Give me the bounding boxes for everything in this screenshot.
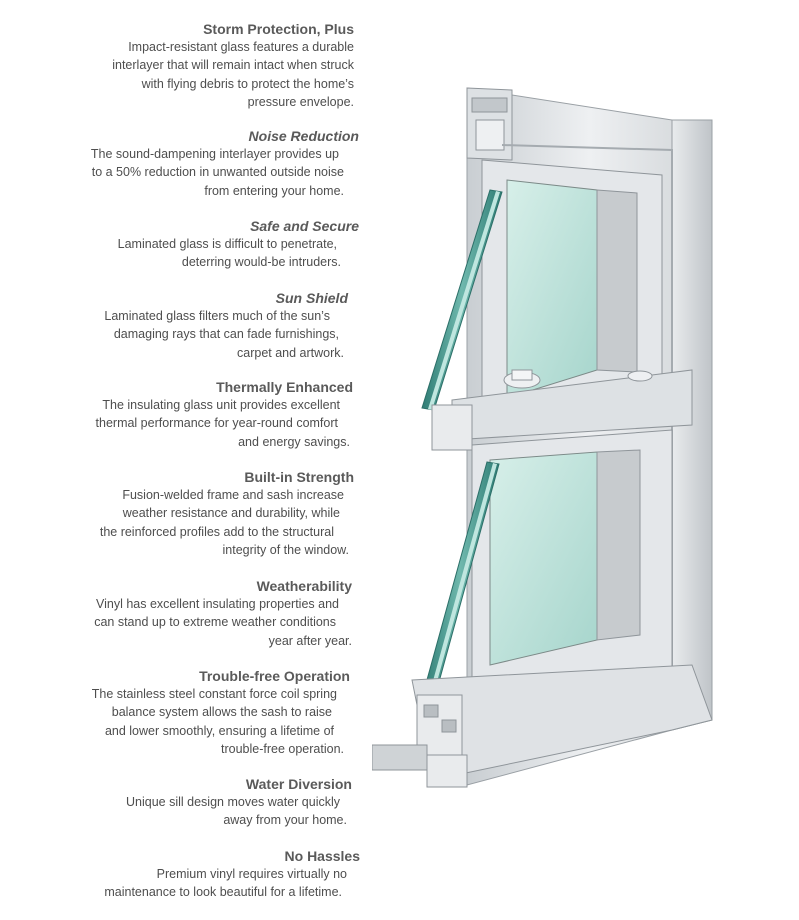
feature-title: Water Diversion [245,776,352,792]
feature-thermally-enhanced [96,378,353,451]
feature-text-line: The sound-dampening interlayer provides up [90,147,339,161]
feature-text-line: weather resistance and durability, while [122,506,340,521]
feature-text-line: to a 50% reduction in unwanted outside noise [91,165,344,180]
feature-text-line: deterring would-be intruders. [181,255,341,270]
feature-text-line: Unique sill design moves water quickly [126,795,340,809]
feature-text-line: Laminated glass is difficult to penetrate, [117,237,337,251]
feature-text-line: integrity of the window. [222,542,349,557]
feature-list [0,0,380,920]
feature-title: Built-in Strength [244,469,354,485]
feature-text-line: trouble-free operation. [221,741,344,756]
feature-built-in-strength [100,468,354,559]
feature-weatherability [94,577,352,650]
feature-title: Sun Shield [275,290,348,306]
feature-text-line: Impact-resistant glass features a durable [128,40,354,54]
feature-title: Thermally Enhanced [216,379,353,395]
feature-title: Noise Reduction [248,128,359,144]
feature-text-line: Vinyl has excellent insulating properties and [96,597,339,611]
feature-text-line: Fusion-welded frame and sash increase [122,488,344,502]
feature-text-line: damaging rays that can fade furnishings, [113,327,339,342]
feature-title: Trouble-free Operation [199,668,350,684]
feature-title: Storm Protection, Plus [203,21,354,37]
feature-no-hassles [104,847,360,902]
lower-sash [472,430,672,690]
feature-noise-reduction [91,127,359,200]
window-cutaway-illustration [372,80,722,800]
feature-title: Safe and Secure [250,218,359,234]
feature-water-diversion [126,775,352,830]
feature-text-line: can stand up to extreme weather conditions [94,615,336,630]
feature-safe-and-secure [118,217,359,272]
feature-title: No Hassles [284,848,360,864]
feature-text-line: The stainless steel constant force coil spring [91,687,337,701]
feature-text-line: and lower smoothly, ensuring a lifetime of [104,723,334,738]
feature-text-line: and energy savings. [238,434,350,449]
feature-text-line: from entering your home. [204,183,344,198]
feature-trouble-free-operation [92,667,350,758]
feature-text-line: The insulating glass unit provides excellent [102,398,340,412]
feature-text-line: with flying debris to protect the home’s [141,76,354,91]
feature-storm-protection [112,20,354,111]
feature-text-line: pressure envelope. [247,94,354,109]
feature-sun-shield [104,289,348,362]
feature-text-line: year after year. [268,633,352,648]
window-sill [372,665,712,787]
feature-text-line: interlayer that will remain intact when struck [112,58,354,73]
feature-title: Weatherability [256,578,352,594]
feature-text-line: Premium vinyl requires virtually no [156,867,347,881]
feature-text-line: away from your home. [223,813,347,828]
feature-text-line: balance system allows the sash to raise [111,705,332,720]
feature-text-line: Laminated glass filters much of the sun’s [104,309,330,323]
feature-text-line: maintenance to look beautiful for a lifetime. [104,885,342,900]
feature-text-line: the reinforced profiles add to the structural [99,524,334,539]
feature-text-line: thermal performance for year-round comfort [95,416,338,431]
feature-text-line: carpet and artwork. [237,345,344,360]
